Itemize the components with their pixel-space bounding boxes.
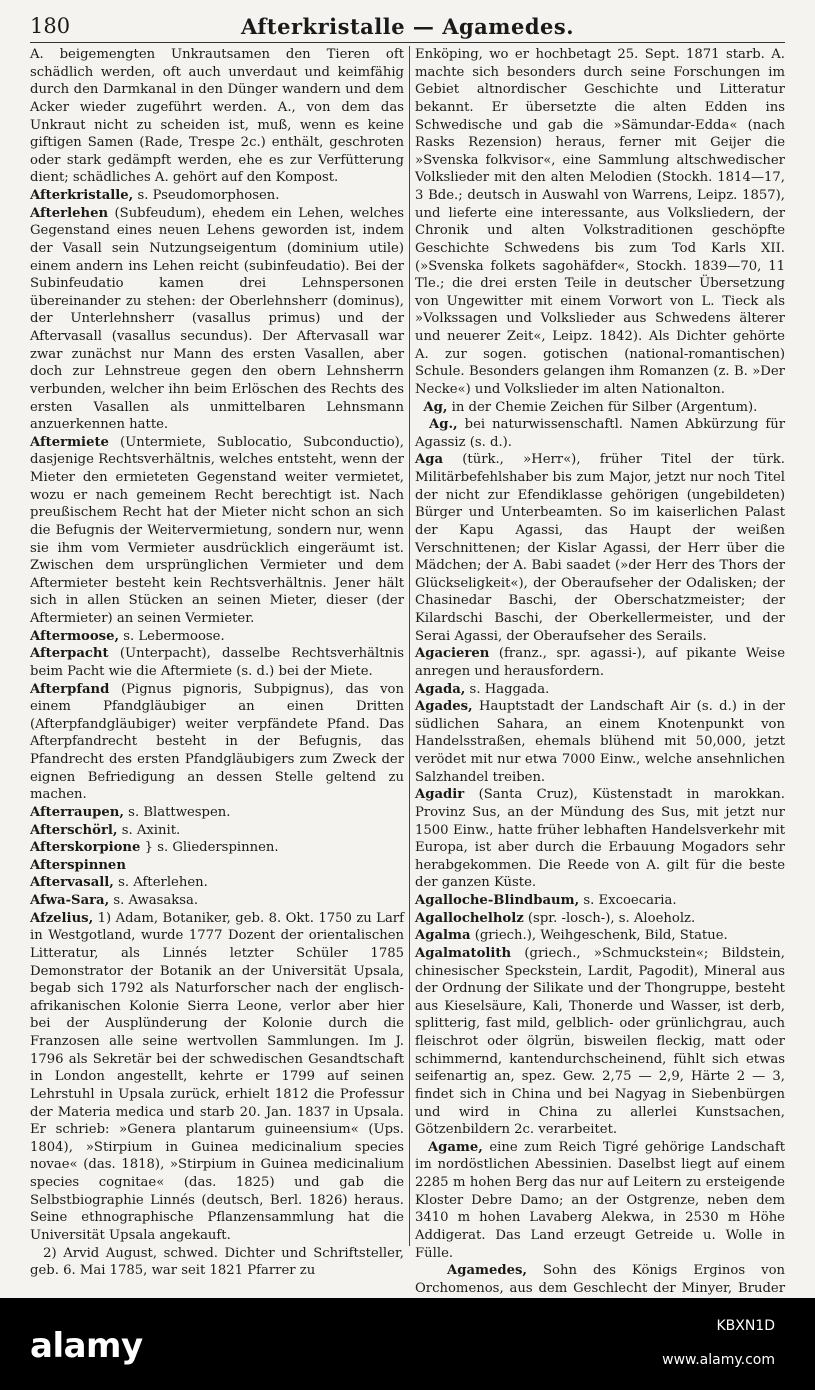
entry-text: (türk., »Herr«), früher Titel der türk. Militärbefehlshaber bis zum Major, jetzt nur noch Titel der nicht zur Efendiklasse gehörigen (ungebildeten) Bürger und Unterbeamten. So im kaiserlichen Palast der Kapu Agassi, das Haupt der weißen Verschnittenen; der Kislar Agassi, der Herr über die Mädchen; der A. Babi saadet (»der Herr des Thors der Glückseligkeit«), der Oberaufseher der Odalisken; der Chasinedar Baschi, der Oberschatzmeister; der Kilardschi Baschi, der Oberkellermeister, und der Serai Agassi, der Oberaufseher des Serails. (415, 452, 785, 644)
entry-text: s. Blattwespen. (123, 804, 231, 820)
entry-text: (franz., spr. agassi-), auf pikante Weise anregen und herausfordern. (415, 646, 785, 679)
dictionary-entry (415, 892, 785, 910)
dictionary-entry (415, 910, 785, 928)
entry-text: Hauptstadt der Landschaft Air (s. d.) in der südlichen Sahara, an einem Knotenpunkt von Handelsstraßen, ehemals blühend mit 50,000, jetzt verödet mit nur etwa 7000 Einw., welche ansehnlichen Salzhandel treiben. (415, 699, 785, 785)
entry-headword: Afterlehen (30, 205, 109, 221)
dictionary-entry (415, 399, 785, 417)
stock-watermark-banner (0, 1298, 815, 1390)
entry-headword: Afterkristalle, (30, 188, 134, 203)
entry-headword: Agalloche-Blindbaum, (415, 893, 580, 908)
dictionary-entry (30, 874, 404, 892)
entry-text: s. Excoecaria. (579, 893, 677, 908)
dictionary-entry (30, 46, 404, 187)
dictionary-entry (415, 945, 785, 1139)
entry-headword: Agamedes, (447, 1263, 527, 1279)
entry-text: 2) Arvid August, schwed. Dichter und Schriftsteller, geb. 6. Mai 1785, war seit 1821 Pfarrer zu (30, 1245, 404, 1279)
entry-headword: Afterschörl, (30, 822, 118, 838)
dictionary-entry (30, 910, 404, 1245)
entry-text: (Santa Cruz), Küstenstadt in marokkan. Provinz Sus, an der Mündung des Sus, mit jetzt nur 1500 Einw., hatte früher lebhaften Handelsverkehr mit Europa, ist aber durch die Erbauung Mogadors sehr herabgekommen. Die Reede von A. gilt für die beste der ganzen Küste. (415, 787, 785, 891)
entry-text: s. Afterlehen. (113, 875, 208, 891)
dictionary-entry (30, 822, 404, 840)
entry-headword: Ag., (429, 417, 458, 433)
dictionary-entry (415, 681, 785, 699)
entry-text: Enköping, wo er hochbetagt 25. Sept. 1871 starb. A. machte sich besonders durch seine Forschungen im Gebiet altnordischer Geschichte und Litteratur bekannt. Er übersetzte die alten Edden ins Schwedische und gab die »Sämundar-Edda« (nach Rasks Rezension) heraus, ferner mit Geijer die »Svenska folkvisor«, eine Sammlung altschwedischer Volkslieder mit den alten Melodien (Stockh. 1814—17, 3 Bde.; deutsch in Auswahl von Warrens, Leipz. 1857), und lieferte eine interessante, aus Volksliedern, der Chronik und alten Volkstraditionen geschöpfte Geschichte Schwedens bis zum Tod Karls XII. (»Svenska folkets sagohäfder«, Stockh. 1839—70, 11 Tle.; die drei ersten Teile in deutscher Übersetzung von Ungewitter mit einem Vorwort von L. Tieck als »Volkssagen und Volkslieder aus Schwedens älterer und neuerer Zeit«, Leipz. 1842). Als Dichter gehörte A. zur sogen. gotischen (national-romantischen) Schule. Besonders gelangen ihm Romanzen (z. B. »Der Necke«) und Volkslieder im alten Nationalton. (415, 47, 785, 397)
dictionary-entry (415, 698, 785, 786)
entry-text: s. Pseudomorphosen. (133, 188, 280, 203)
dictionary-entry (30, 892, 404, 910)
dictionary-entry (415, 1139, 785, 1262)
entry-text: (Subfeudum), ehedem ein Lehen, welches Gegenstand eines neuen Lehens geworden ist, indem der Vasall sein Nutzungseigentum (dominium utile) einem andern ins Lehen reicht (subinfeudatio). Bei der Subinfeudatio kamen drei Lehnspersonen übereinander zu stehen: der Oberlehnsherr (dominus), der Unterlehnsherr (vasallus primus) und der Aftervasall (vasallus secundus). Der Aftervasall war zwar zunächst nur Mann des ersten Vasallen, aber doch zur Lehnstreue gegen den obern Lehnsherrn verbunden, welcher ihn beim Erlöschen des Rechts des ersten Vasallen als unmittelbaren Lehnsmann anzuerkennen hatte. (30, 205, 404, 433)
entry-headword: Agacieren (415, 646, 490, 662)
watermark-url: www.alamy.com (662, 1352, 775, 1368)
dictionary-entry (30, 1245, 404, 1280)
dictionary-entry (415, 645, 785, 680)
entry-text: in der Chemie Zeichen für Silber (Argentum). (447, 399, 758, 415)
dictionary-entry (30, 645, 404, 680)
entry-headword: Agadir (415, 787, 465, 803)
entry-headword: Afwa-Sara, (30, 893, 110, 908)
dictionary-entry (30, 804, 404, 822)
entry-headword: Agalmatolith (415, 945, 512, 961)
right-column (415, 46, 786, 1296)
entry-text: bei naturwissenschaftl. Namen Abkürzung für Agassiz (s. d.). (415, 417, 785, 450)
entry-headword: Agallochelholz (415, 910, 524, 926)
entry-text: 1) Adam, Botaniker, geb. 8. Okt. 1750 zu Larf in Westgotland, wurde 1777 Dozent der orientalischen Litteratur, als Linnés letzter Schüler 1785 Demonstrator der Botanik an der Universität Upsala, begab sich 1792 als Naturforscher nach der englisch-afrikanischen Kolonie Sierra Leone, verlor aber hier bei der Ausplünderung der Kolonie durch die Franzosen alle seine wertvollen Sammlungen. Im J. 1796 als Sekretär bei der schwedischen Gesandtschaft in London angestellt, kehrte er 1799 auf seinen Lehrstuhl in Upsala zurück, erhielt 1812 die Professur der Materia medica und starb 20. Jan. 1837 in Upsala. Er schrieb: »Genera plantarum guineensium« (Ups. 1804), »Stirpium in Guinea medicinalium species novae« (das. 1818), »Stirpium in Guinea medicinalium species cognitae« (das. 1825) und gab die Selbstbiographie Linnés (deutsch, Berl. 1826) heraus. Seine ethnographische Pflanzensammlung hat die Universität Upsala angekauft. (30, 910, 404, 1243)
dictionary-entry (30, 187, 404, 205)
entry-headword: Afterspinnen (30, 857, 126, 873)
dictionary-entry (415, 451, 785, 645)
dictionary-entry (415, 786, 785, 892)
dictionary-entry (30, 857, 404, 875)
entry-headword: Afterpacht (30, 646, 109, 662)
entry-text: s. Lebermoose. (119, 628, 225, 644)
entry-text: (Pignus pignoris, Subpignus), das von einem Pfandgläubiger an einen Dritten (Afterpfandgläubiger) weiter verpfändete Pfand. Das Afterpfandrecht besteht in der Befugnis, das Pfandrecht des ersten Pfandgläubigers zum Zweck der eignen Befriedigung an dessen Stelle geltend zu machen. (30, 681, 404, 803)
entry-headword: Afterpfand (30, 681, 110, 697)
dictionary-entry (415, 46, 785, 399)
entry-text: (Untermiete, Sublocatio, Subconductio), dasjenige Rechtsverhältnis, welches entsteht, wenn der Mieter den ermieteten Gegenstand weiter vermietet, wozu er nach gemeinem Recht berechtigt ist. Nach preußischem Recht hat der Mieter nicht schon an sich die Befugnis der Weitervermietung, sondern nur, wenn sie ihm vom Vermieter ausdrücklich eingeräumt ist. Zwischen dem ursprünglichen Vermieter und dem Aftermieter besteht kein Rechtsverhältnis. Jener hält sich in allen Stücken an seinen Mieter, dieser (der Aftermieter) an seinen Vermieter. (30, 434, 404, 626)
entry-headword: Agame, (427, 1139, 483, 1155)
entry-text: s. Haggada. (465, 681, 550, 697)
entry-text: (Unterpacht), dasselbe Rechtsverhältnis beim Pacht wie die Aftermiete (s. d.) bei der Miete. (30, 646, 404, 679)
page-number: 180 (30, 14, 71, 38)
running-title: Afterkristalle — Agamedes. (240, 14, 575, 39)
dictionary-entry (30, 205, 404, 434)
alamy-logo: alamy (30, 1326, 143, 1366)
entry-text: } s. Gliederspinnen. (140, 840, 279, 856)
dictionary-entry (30, 681, 404, 804)
dictionary-entry (415, 927, 785, 945)
entry-text: Sohn des Königs Erginos von Orchomenos, aus dem Geschlecht der Minyer, Bruder (415, 1263, 786, 1296)
dictionary-entry (415, 416, 785, 451)
entry-headword: Aga (415, 452, 443, 468)
dictionary-entry (30, 628, 404, 646)
entry-text: A. beigemengten Unkrautsamen den Tieren oft schädlich werden, oft auch unverdaut und keimfähig durch den Darmkanal in den Dünger wandern und dem Acker wieder zugeführt werden. A., von dem das Unkraut nicht zu scheiden ist, muß, wenn es keine giftigen Samen (Rade, Trespe 2c.) enthält, geschroten oder stark gedämpft werden, ehe es zur Verfütterung dient; schädliches A. gehört auf den Kompost. (30, 47, 404, 186)
entry-text: (griech.), Weihgeschenk, Bild, Statue. (470, 928, 728, 944)
dictionary-entry (30, 434, 404, 628)
entry-text: s. Awasaksa. (109, 893, 199, 908)
entry-text: s. Axinit. (117, 822, 181, 838)
entry-headword: Afterskorpione (30, 840, 141, 856)
entry-text: (spr. -losch-), s. Aloeholz. (523, 910, 696, 926)
entry-headword: Agada, (415, 681, 466, 697)
entry-headword: Aftermiete (30, 434, 109, 450)
column-divider (409, 46, 410, 1246)
dictionary-entry (30, 839, 404, 857)
entry-text: eine zum Reich Tigré gehörige Landschaft im nordöstlichen Abessinien. Daselbst liegt auf einem 2285 m hohen Berg das nur auf Leitern zu ersteigende Kloster Debre Damo; an der Ostgrenze, neben dem 3410 m hohen Lavaberg Alekwa, in 2530 m Höhe Addigerat. Das Land erzeugt Getreide u. Wolle in Fülle. (415, 1139, 785, 1261)
image-id: KBXN1D (716, 1318, 775, 1334)
page-header (30, 6, 785, 42)
left-column (30, 46, 404, 1279)
header-rule (30, 42, 785, 43)
entry-headword: Agalma (415, 928, 471, 944)
entry-headword: Afterraupen, (30, 804, 124, 820)
entry-headword: Aftervasall, (30, 875, 114, 891)
entry-text: (griech., »Schmuckstein«; Bildstein, chinesischer Speckstein, Lardit, Pagodit), Mineral aus der Ordnung der Silikate und der Thongruppe, besteht aus Kieselsäure, Kali, Thonerde und Wasser, ist derb, splitterig, fast mild, gelblich- oder grünlichgrau, auch fleischrot oder ölgrün, bisweilen fleckig, matt oder schimmernd, kantendurchscheinend, fühlt sich etwas seifenartig an, spez. Gew. 2,75 — 2,9, Härte 2 — 3, findet sich in China und bei Nagyag in Siebenbürgen und wird in China zu allerlei Kunstsachen, Götzenbildern 2c. verarbeitet. (415, 945, 785, 1138)
entry-headword: Aftermoose, (30, 628, 120, 644)
entry-headword: Ag, (423, 399, 448, 415)
entry-headword: Afzelius, (30, 910, 94, 926)
entry-headword: Agades, (415, 699, 473, 715)
